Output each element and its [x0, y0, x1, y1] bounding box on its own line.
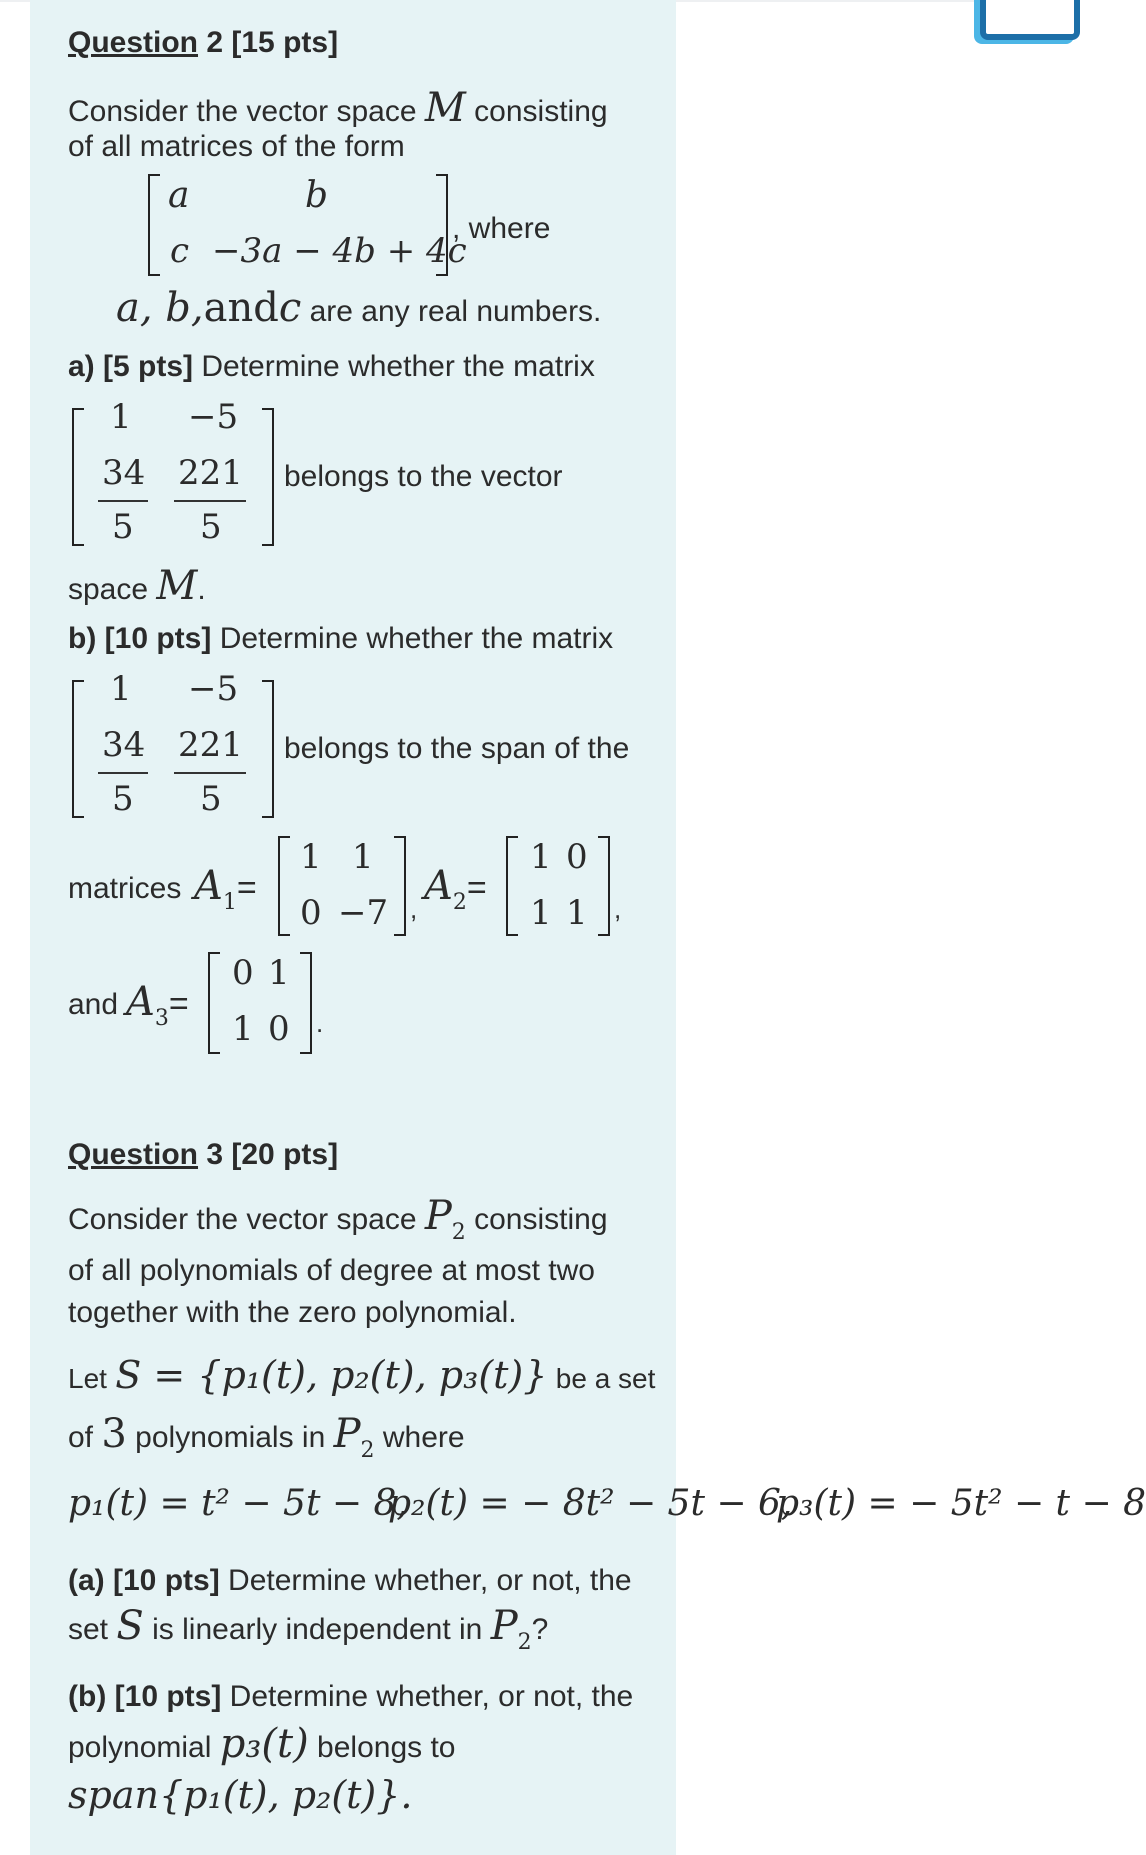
q2-intro-line1: Consider the vector space M consisting — [68, 85, 608, 131]
span-expression: span{p₁(t), p₂(t)}. — [68, 1773, 413, 1817]
poly-p3: p₃(t) = − 5t² − t − 8 — [776, 1483, 1146, 1524]
q3-title: Question — [68, 1138, 199, 1171]
A2-symbol: $A_2=$ — [424, 863, 487, 915]
A1-symbol: $A_1=$ — [194, 863, 257, 915]
belongs-to-span-text: belongs to the span of the — [284, 732, 630, 765]
q3-intro-line2: of all polynomials of degree at most two — [68, 1254, 595, 1287]
q3-part-a-line1: (a) [10 pts] Determine whether, or not, the — [68, 1564, 632, 1597]
q2-part-b: b) [10 pts] Determine whether the matrix — [68, 622, 614, 655]
q3-intro-line3: together with the zero polynomial. — [68, 1296, 517, 1329]
q3-heading — [68, 1140, 338, 1170]
A3-symbol: $A_3=$ — [126, 979, 189, 1031]
matrices-label: matrices — [68, 872, 182, 905]
space-symbol-M: M — [424, 85, 466, 131]
q3-part-b-line2: polynomial p₃(t) belongs to — [68, 1721, 456, 1767]
space-M-line: space M. — [68, 563, 206, 609]
q2-heading — [68, 28, 338, 58]
window-frame-button[interactable] — [980, 0, 1080, 40]
where-text: , where — [452, 212, 551, 245]
poly-p1: p₁(t) = t² − 5t − 8, — [68, 1483, 408, 1524]
q3-part-a-line2: set S is linearly independent in $P_2$? — [68, 1603, 549, 1655]
polys-in-line: of 3 polynomials in $P_2$ where — [68, 1411, 465, 1463]
q2-points: 2 [15 pts] — [198, 26, 339, 59]
belongs-to-vector-text: belongs to the vector — [284, 460, 563, 493]
q2-part-a: a) [5 pts] Determine whether the matrix — [68, 350, 595, 383]
q2-intro-line2: of all matrices of the form — [68, 130, 405, 163]
q3-intro-line1: Consider the vector space $P_2$ consisting — [68, 1193, 608, 1245]
q3-part-b-line1: (b) [10 pts] Determine whether, or not, the — [68, 1680, 634, 1713]
q3-points: 3 [20 pts] — [198, 1138, 339, 1171]
q2-variables-line: a, b,andc are any real numbers. — [116, 285, 602, 331]
q2-title: Question — [68, 26, 199, 59]
and-label: and — [68, 988, 119, 1021]
set-definition-line: Let S = {p₁(t), p₂(t), p₃(t)} be a set — [68, 1353, 656, 1397]
set-S-expression: S = {p₁(t), p₂(t), p₃(t)} — [115, 1353, 548, 1397]
poly-p2: p₂(t) = − 8t² − 5t − 6, — [388, 1483, 793, 1524]
